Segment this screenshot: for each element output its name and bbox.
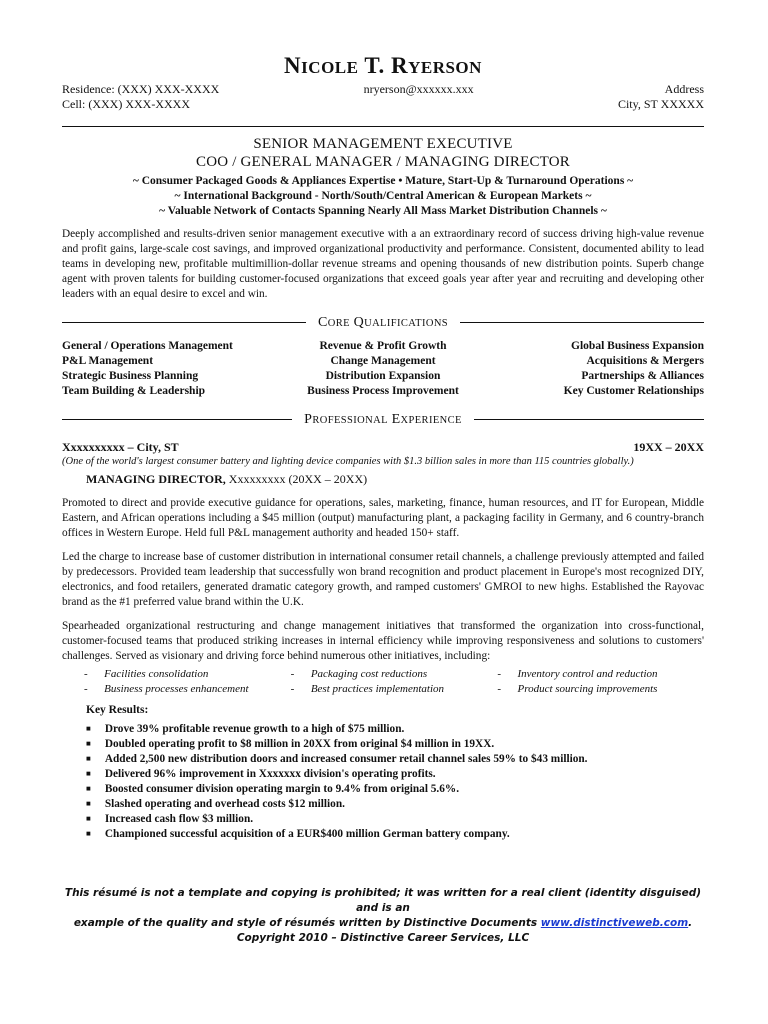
result-item: ■ Delivered 96% improvement in Xxxxxxx division's operating profits.: [86, 767, 704, 782]
result-item: ■ Slashed operating and overhead costs $12 million.: [86, 797, 704, 812]
core-qualifications-heading: [62, 314, 704, 331]
qual-item: Revenue & Profit Growth: [319, 340, 447, 352]
initiative-item: - Packaging cost reductions: [291, 667, 498, 682]
role-detail: Xxxxxxxxx (20XX – 20XX): [225, 472, 368, 486]
key-results-list: [86, 722, 704, 842]
role-line: [86, 472, 704, 487]
tag-line: ~ Valuable Network of Contacts Spanning Nearly All Mass Market Distribution Channels ~: [159, 205, 607, 217]
phone-block: [62, 82, 219, 112]
tag-line: ~ Consumer Packaged Goods & Appliances Expertise • Mature, Start-Up & Turnaround Operations ~: [132, 175, 634, 187]
headline-line1: SENIOR MANAGEMENT EXECUTIVE: [253, 136, 513, 152]
footer-notice: [62, 886, 704, 946]
section-rule: [474, 419, 704, 420]
expertise-tags: [62, 174, 704, 219]
qual-column-2: [276, 339, 490, 399]
qual-item: Distribution Expansion: [325, 370, 441, 382]
result-item: ■ Championed successful acquisition of a EUR$400 million German battery company.: [86, 827, 704, 842]
footer-line2: [62, 916, 704, 931]
section-rule: [460, 322, 704, 323]
residence-phone: Residence: (XXX) XXX-XXXX: [62, 82, 220, 96]
header-divider: [62, 126, 704, 127]
qual-item: General / Operations Management: [62, 340, 233, 352]
section-rule: [62, 419, 292, 420]
result-item: ■ Boosted consumer division operating margin to 9.4% from original 5.6%.: [86, 782, 704, 797]
resume-page: [62, 52, 704, 842]
name-first-initial: N: [284, 53, 302, 78]
experience-paragraph: Promoted to direct and provide executive guidance for operations, sales, marketing, finance, human resources, and IT for European, Middle Eastern, and African operations including a $45 million (output) manufacturing plant, a packaging facility in Germany, and 6 country-branch offices in Western Europe. Held full P&L management authority and headed 150+ staff.: [62, 497, 704, 539]
company-name: Xxxxxxxxxx – City, ST: [62, 440, 179, 454]
qual-item: Key Customer Relationships: [563, 385, 704, 397]
footer-line2-prefix: example of the quality and style of résumés written by Distinctive Documents: [73, 917, 541, 929]
key-results-label: Key Results:: [86, 704, 149, 716]
qual-column-3: [490, 339, 704, 399]
qual-item: Business Process Improvement: [307, 385, 459, 397]
cell-phone: Cell: (XXX) XXX-XXXX: [62, 97, 190, 111]
footer-line2-suffix: .: [688, 917, 693, 929]
candidate-name: [62, 52, 704, 82]
role-title: MANAGING DIRECTOR,: [86, 472, 226, 486]
qual-item: Partnerships & Alliances: [581, 370, 704, 382]
contact-block: [62, 82, 704, 112]
email: nryerson@xxxxxx.xxx: [363, 82, 474, 96]
job-dates: 19XX – 20XX: [633, 440, 704, 454]
tag-line: ~ International Background - North/South/Central American & European Markets ~: [174, 190, 592, 202]
footer-copyright: Copyright 2010 – Distinctive Career Services, LLC: [236, 932, 530, 944]
company-description: (One of the world's largest consumer battery and lighting device companies with $1.3 billion sales in more than 115 countries globally.): [62, 456, 634, 467]
qual-item: Global Business Expansion: [571, 340, 704, 352]
name-first-rest: ICOLE: [301, 58, 359, 77]
result-item: ■ Doubled operating profit to $8 million in 20XX from original $4 million in 19XX.: [86, 737, 704, 752]
website-link[interactable]: www.distinctiveweb.com: [540, 917, 689, 929]
name-last-rest: YERSON: [408, 58, 482, 77]
result-item: ■ Drove 39% profitable revenue growth to a high of $75 million.: [86, 722, 704, 737]
name-middle: T.: [364, 53, 385, 78]
name-last-initial: R: [390, 53, 409, 78]
experience-paragraph: Spearheaded organizational restructuring and change management initiatives that transformed the organization into cross-functional, customer-focused teams that produced striking increases in internal efficiency while improving responsiveness and solutions to customers' challenges. Served as visionary and driving force behind numerous other initiatives, including:: [62, 620, 704, 662]
core-qualifications-grid: [62, 339, 704, 399]
professional-experience-heading: [62, 411, 704, 428]
headline-line2: COO / GENERAL MANAGER / MANAGING DIRECTOR: [195, 154, 571, 170]
result-item: ■ Increased cash flow $3 million.: [86, 812, 704, 827]
qual-item: Team Building & Leadership: [62, 385, 206, 397]
headline: [62, 135, 704, 171]
initiative-item: - Best practices implementation: [291, 682, 498, 697]
initiatives-list: [84, 667, 704, 697]
summary-paragraph: Deeply accomplished and results-driven senior management executive with a an extraordinary record of success driving high-value revenue and profit gains, large-scale cost savings, and improved organizational productivity and performance. Consistent, documented ability to lead teams in developing new, profitable multimillion-dollar revenue streams and opening thousands of new distribution points. Superb change agent with proven talents for building customer-focused organizations that exceed goals year after year and recruiting and developing other leaders with an equal desire to excel and win.: [62, 228, 704, 300]
initiative-item: - Product sourcing improvements: [497, 682, 704, 697]
qual-item: Strategic Business Planning: [62, 370, 199, 382]
job-header: [62, 440, 704, 455]
initiative-item: - Facilities consolidation: [84, 667, 291, 682]
initiative-item: - Business processes enhancement: [84, 682, 291, 697]
section-rule: [62, 322, 306, 323]
initiative-item: - Inventory control and reduction: [497, 667, 704, 682]
qual-item: Acquisitions & Mergers: [586, 355, 704, 367]
result-item: ■ Added 2,500 new distribution doors and increased consumer retail channel sales 59% to $43 million.: [86, 752, 704, 767]
address-block: [618, 82, 704, 112]
qual-item: Change Management: [330, 355, 436, 367]
qual-column-1: [62, 339, 276, 399]
footer-line1: This résumé is not a template and copying is prohibited; it was written for a real client (identity disguised) and is an: [64, 887, 702, 914]
section-title: PROFESSIONAL EXPERIENCE: [304, 412, 462, 427]
qual-item: P&L Management: [62, 355, 154, 367]
address-line1: Address: [664, 82, 704, 96]
experience-paragraph: Led the charge to increase base of customer distribution in international consumer retail channels, a challenge previously attempted and failed by predecessors. Provided team leadership that successfully won brand recognition and product placement in Europe's most recognized DIY, electronics, and food retailers, generated dramatic category growth, and ramped customers' GMROI to new highs. Established the Rayovac brand as the #1 preferred value brand within the U.K.: [62, 551, 704, 608]
address-line2: City, ST XXXXX: [617, 97, 704, 111]
section-title: CORE QUALIFICATIONS: [317, 315, 449, 330]
